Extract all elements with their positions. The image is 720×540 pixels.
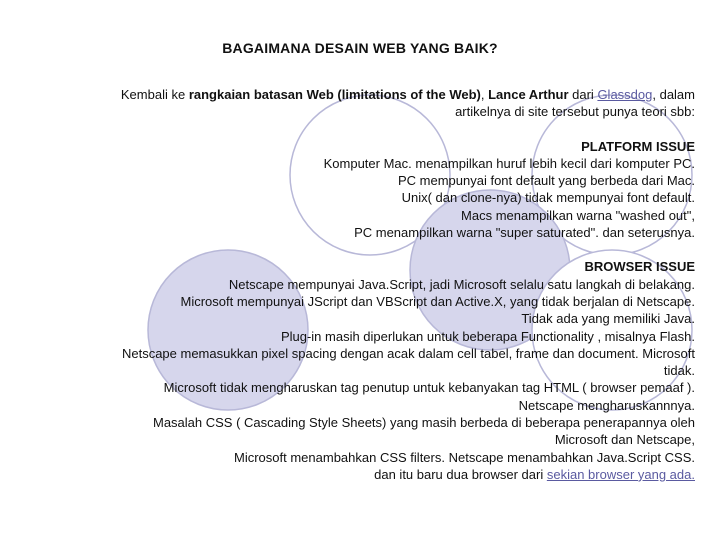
browser-line: Netscape mengharuskannnya.	[518, 397, 695, 413]
spacer	[60, 241, 695, 258]
platform-heading-text: PLATFORM ISSUE	[581, 138, 695, 154]
article-body	[60, 86, 695, 483]
browser-line: Microsoft dan Netscape,	[554, 432, 695, 448]
intro-author: Lance Arthur	[488, 87, 569, 102]
browser-last-pre: dan itu baru dua browser dari	[374, 466, 547, 482]
intro-post: , dalam	[652, 87, 695, 102]
platform-line: Macs menampilkan warna "washed out",	[461, 207, 695, 223]
browser-line: Netscape memasukkan pixel spacing dengan acak dalam cell tabel, frame dan document. Microsoft	[121, 345, 695, 361]
browser-line: Tidak ada yang memiliki Java.	[521, 311, 695, 327]
browser-line: Plug-in masih diperlukan untuk beberapa Functionality , misalnya Flash.	[280, 328, 695, 344]
browser-line: Microsoft menambahkan CSS filters. Netscape menambahkan Java.Script CSS.	[234, 449, 695, 465]
intro-topic: rangkaian batasan Web (limitations of the Web)	[188, 87, 481, 102]
browsers-link[interactable]: sekian browser yang ada.	[546, 466, 695, 482]
browser-heading	[60, 258, 695, 275]
intro-dari: dari	[568, 87, 598, 102]
platform-line: Unix( dan clone-nya) tidak mempunyai font default.	[401, 190, 695, 206]
platform-heading	[60, 138, 695, 155]
browser-line: Microsoft tidak mengharuskan tag penutup untuk kebanyakan tag HTML ( browser pemaaf ).	[163, 380, 695, 396]
browser-line: Netscape mempunyai Java.Script, jadi Microsoft selalu satu langkah di belakang.	[228, 276, 695, 292]
intro-line-1	[60, 86, 695, 103]
intro-pre: Kembali ke	[120, 87, 189, 102]
intro-mid: ,	[480, 87, 489, 102]
intro-line-2: artikelnya di site tersebut punya teori sbb:	[455, 104, 695, 120]
platform-line: PC mempunyai font default yang berbeda dari Mac.	[397, 173, 695, 189]
browser-line: tidak.	[663, 363, 695, 379]
platform-line: Komputer Mac. menampilkan huruf lebih kecil dari komputer PC.	[323, 155, 695, 171]
glassdog-link[interactable]: Glassdog	[597, 87, 653, 102]
browser-heading-text: BROWSER ISSUE	[584, 259, 695, 275]
browser-line: Masalah CSS ( Cascading Style Sheets) yang masih berbeda di beberapa penerapannya oleh	[152, 415, 695, 431]
browser-line: Microsoft mempunyai JScript dan VBScript dan Active.X, yang tidak berjalan di Netscape.	[180, 293, 695, 309]
spacer	[60, 121, 695, 138]
browser-last-line	[60, 466, 695, 483]
page-title: BAGAIMANA DESAIN WEB YANG BAIK?	[222, 40, 498, 56]
platform-line: PC menampilkan warna "super saturated". dan seterusnya.	[354, 225, 695, 241]
